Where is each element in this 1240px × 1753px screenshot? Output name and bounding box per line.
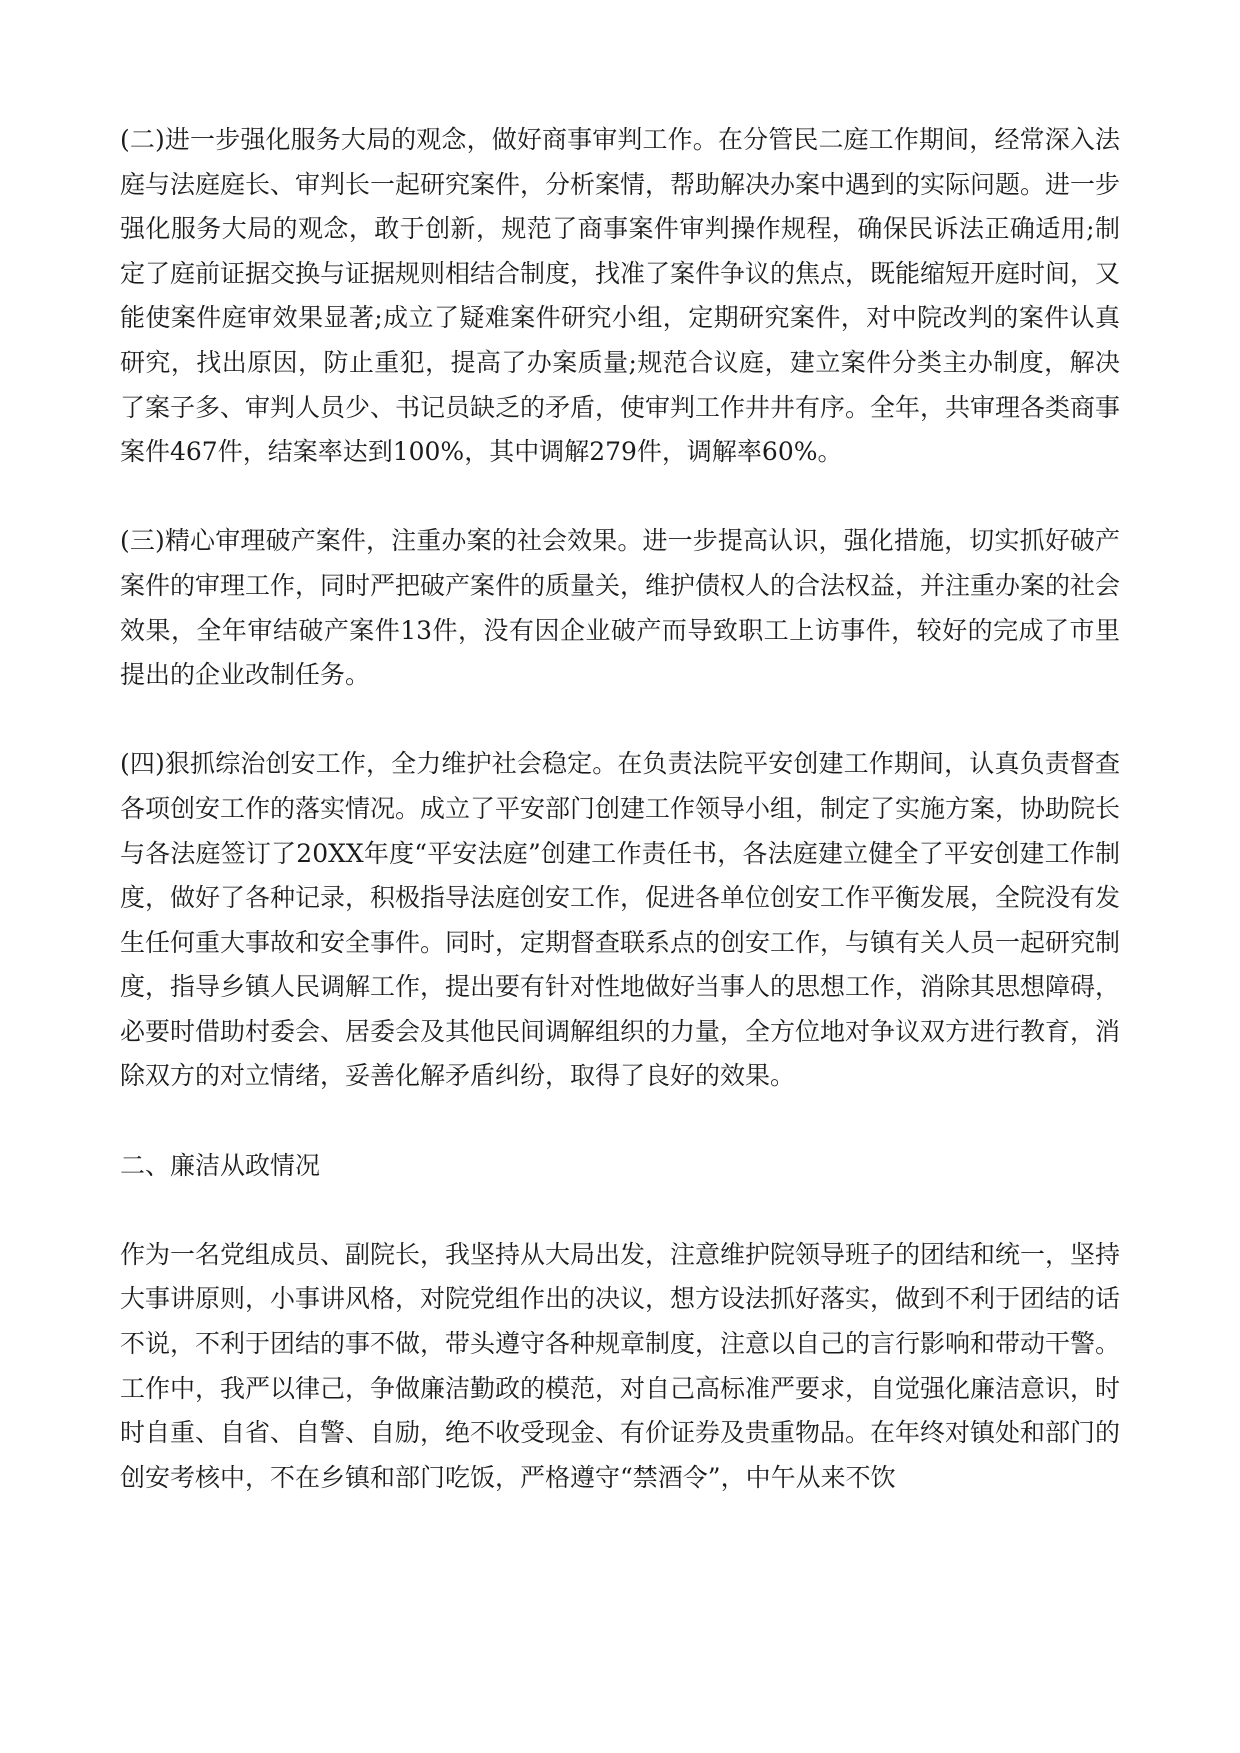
- paragraph-integrity: 作为一名党组成员、副院长，我坚持从大局出发，注意维护院领导班子的团结和统一，坚持大事讲原则，小事讲风格，对院党组作出的决议，想方设法抓好落实，做到不利于团结的话不说，不利于团结的事不做，带头遵守各种规章制度，注意以自己的言行影响和带动干警。工作中，我严以律己，争做廉洁勤政的模范，对自己高标准严要求，自觉强化廉洁意识，时时自重、自省、自警、自励，绝不收受现金、有价证券及贵重物品。在年终对镇处和部门的创安考核中，不在乡镇和部门吃饭，严格遵守“禁酒令”，中午从来不饮: [120, 1239, 1121, 1492]
- section-heading: 二、廉洁从政情况: [120, 1150, 321, 1180]
- paragraph-bankruptcy-cases: (三)精心审理破产案件，注重办案的社会效果。进一步提高认识，强化措施，切实抓好破产案件的审理工作，同时严把破产案件的质量关，维护债权人的合法权益，并注重办案的社会效果，全年审结破产案件13件，没有因企业破产而导致职工上访事件，较好的完成了市里提出的企业改制任务。: [120, 526, 1121, 690]
- paragraph-commercial-trials: (二)进一步强化服务大局的观念，做好商事审判工作。在分管民二庭工作期间，经常深入法庭与法庭庭长、审判长一起研究案件，分析案情，帮助解决办案中遇到的实际问题。进一步强化服务大局的观念，敢于创新，规范了商事案件审判操作规程，确保民诉法正确适用;制定了庭前证据交换与证据规则相结合制度，找准了案件争议的焦点，既能缩短开庭时间，又能使案件庭审效果显著;成立了疑难案件研究小组，定期研究案件，对中院改判的案件认真研究，找出原因，防止重犯，提高了办案质量;规范合议庭，建立案件分类主办制度，解决了案子多、审判人员少、书记员缺乏的矛盾，使审判工作井井有序。全年，共审理各类商事案件467件，结案率达到100%，其中调解279件，调解率60%。: [120, 125, 1121, 467]
- paragraph-safety-creation: (四)狠抓综治创安工作，全力维护社会稳定。在负责法院平安创建工作期间，认真负责督查各项创安工作的落实情况。成立了平安部门创建工作领导小组，制定了实施方案，协助院长与各法庭签订了20XX年度“平安法庭”创建工作责任书，各法庭建立健全了平安创建工作制度，做好了各种记录，积极指导法庭创安工作，促进各单位创安工作平衡发展，全院没有发生任何重大事故和安全事件。同时，定期督查联系点的创安工作，与镇有关人员一起研究制度，指导乡镇人民调解工作，提出要有针对性地做好当事人的思想工作，消除其思想障碍，必要时借助村委会、居委会及其他民间调解组织的力量，全方位地对争议双方进行教育，消除双方的对立情绪，妥善化解矛盾纠纷，取得了良好的效果。: [120, 749, 1121, 1091]
- document-body: [120, 118, 1120, 1545]
